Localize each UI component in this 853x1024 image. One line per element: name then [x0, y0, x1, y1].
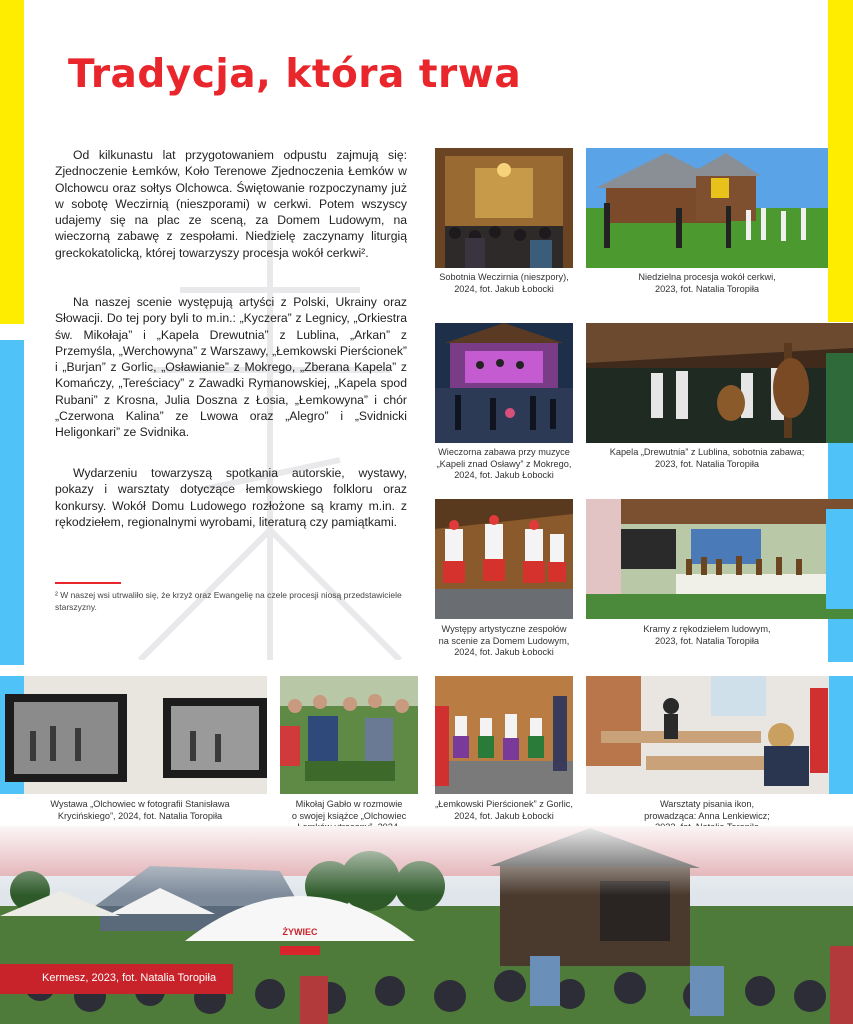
- caption-book-talk: Mikołaj Gabło w rozmowie o swojej książce „Olchowiec: [291, 799, 407, 821]
- photo-dancers: [435, 499, 573, 619]
- page-title: Tradycja, która trwa: [68, 52, 522, 97]
- left-blue-stripe: [0, 340, 24, 665]
- photo-craft-stalls: [586, 499, 853, 619]
- photo-book-talk: [280, 676, 418, 794]
- footnote-rule: [55, 582, 121, 584]
- caption-children-ensemble: „Łemkowski Pierścionek” z Gorlic, 2024, fot. Jakub Łobocki: [435, 799, 573, 821]
- photo-kermesz: [0, 826, 853, 1024]
- photo-vespers: [435, 148, 573, 268]
- footnote: ² W naszej wsi utrwaliło się, że krzyż oraz Ewangelię na czele procesji niosą przedstawiciele starszyzny.: [55, 590, 402, 612]
- paragraph-3: Wydarzeniu towarzyszą spotkania autorskie, wystawy, pokazy i warsztaty dotyczące łemkowskiego folkloru oraz konkursy. Wokół Domu Ludowego rozłożone są kramy m.in. z rękodziełem, regionalnymi wyrobami, literaturą czy pamiątkami.: [55, 466, 407, 529]
- photo-procession: [586, 148, 828, 268]
- caption-evening-party: Wieczorna zabawa przy muzyce „Kapeli znad Osławy” z Mokrego, 2024, fot. Jakub Łobocki: [436, 447, 572, 481]
- caption-kermesz: Kermesz, 2023, fot. Natalia Toropiła: [42, 972, 217, 984]
- right-yellow-stripe: [828, 0, 853, 322]
- caption-exhibition: Wystawa „Olchowiec w fotografii Stanisława Krycińskiego”, 2024, fot. Natalia Toropiła: [50, 799, 230, 821]
- caption-procession: Niedzielna procesja wokół cerkwi, 2023, fot. Natalia Toropiła: [638, 272, 776, 294]
- photo-band-drewutnia: [586, 323, 853, 443]
- umbrella-brand: ŻYWIEC: [282, 927, 318, 937]
- caption-icon-workshop: Warsztaty pisania ikon, prowadząca: Anna Lenkiewicz;: [644, 799, 770, 821]
- photo-exhibition: [0, 676, 267, 794]
- paragraph-1: Od kilkunastu lat przygotowaniem odpustu zajmują się: Zjednoczenie Łemków, Koło Terenowe Zjednoczenia Łemków w Olchowcu oraz sołtys Olchowca. Świętowanie rozpoczynamy już w sobotę Weczirnią (nieszporami) w cerkwi. Potem wszyscy udajemy się na plac ze sceną, za Domem Ludowym, na wieczorną zabawę z zespołami. Niedzielę zaczynamy liturgią greckokatolicką, której towarzyszy procesja wokół cerkwi².: [55, 148, 407, 260]
- paragraph-2: Na naszej scenie występują artyści z Polski, Ukrainy oraz Słowacji. Do tej pory byli to m.in.: „Kyczera” z Legnicy, „Orkiestra św. Mikołaja” i „Kapela Drewutnia” z Lublina, „Arkan” z Przemyśla, „Werchowyna” z Warszawy, „Łemkowski Pierścionek” i „Burjan” z Gorlic, „Osławianie” z Mokrego, „Zberana Kapela” z Komańczy, „Tereściacy” z Zawadki Rymanowskiej, „Kapela spod Rubani” z Krosna, Julia Doszna z Łosia, „Łemkowyna” i chór „Czerwona Kalina” ze Lwowa oraz „Alegro” i „Svidnicki Heligonkari” ze Svidnika.: [55, 295, 407, 440]
- caption-craft-stalls: Kramy z rękodziełem ludowym, 2023, fot. Natalia Toropiła: [643, 624, 771, 646]
- caption-dancers: Występy artystyczne zespołów na scenie za Domem Ludowym, 2024, fot. Jakub Łobocki: [438, 624, 570, 658]
- photo-evening-party: [435, 323, 573, 443]
- photo-children-ensemble: [435, 676, 573, 794]
- caption-band-drewutnia: Kapela „Drewutnia” z Lublina, sobotnia zabawa; 2023, fot. Natalia Toropiła: [609, 447, 805, 469]
- caption-vespers: Sobotnia Weczirnia (nieszpory), 2024, fot. Jakub Łobocki: [439, 272, 569, 294]
- photo-icon-workshop: [586, 676, 853, 794]
- left-yellow-stripe: [0, 0, 24, 324]
